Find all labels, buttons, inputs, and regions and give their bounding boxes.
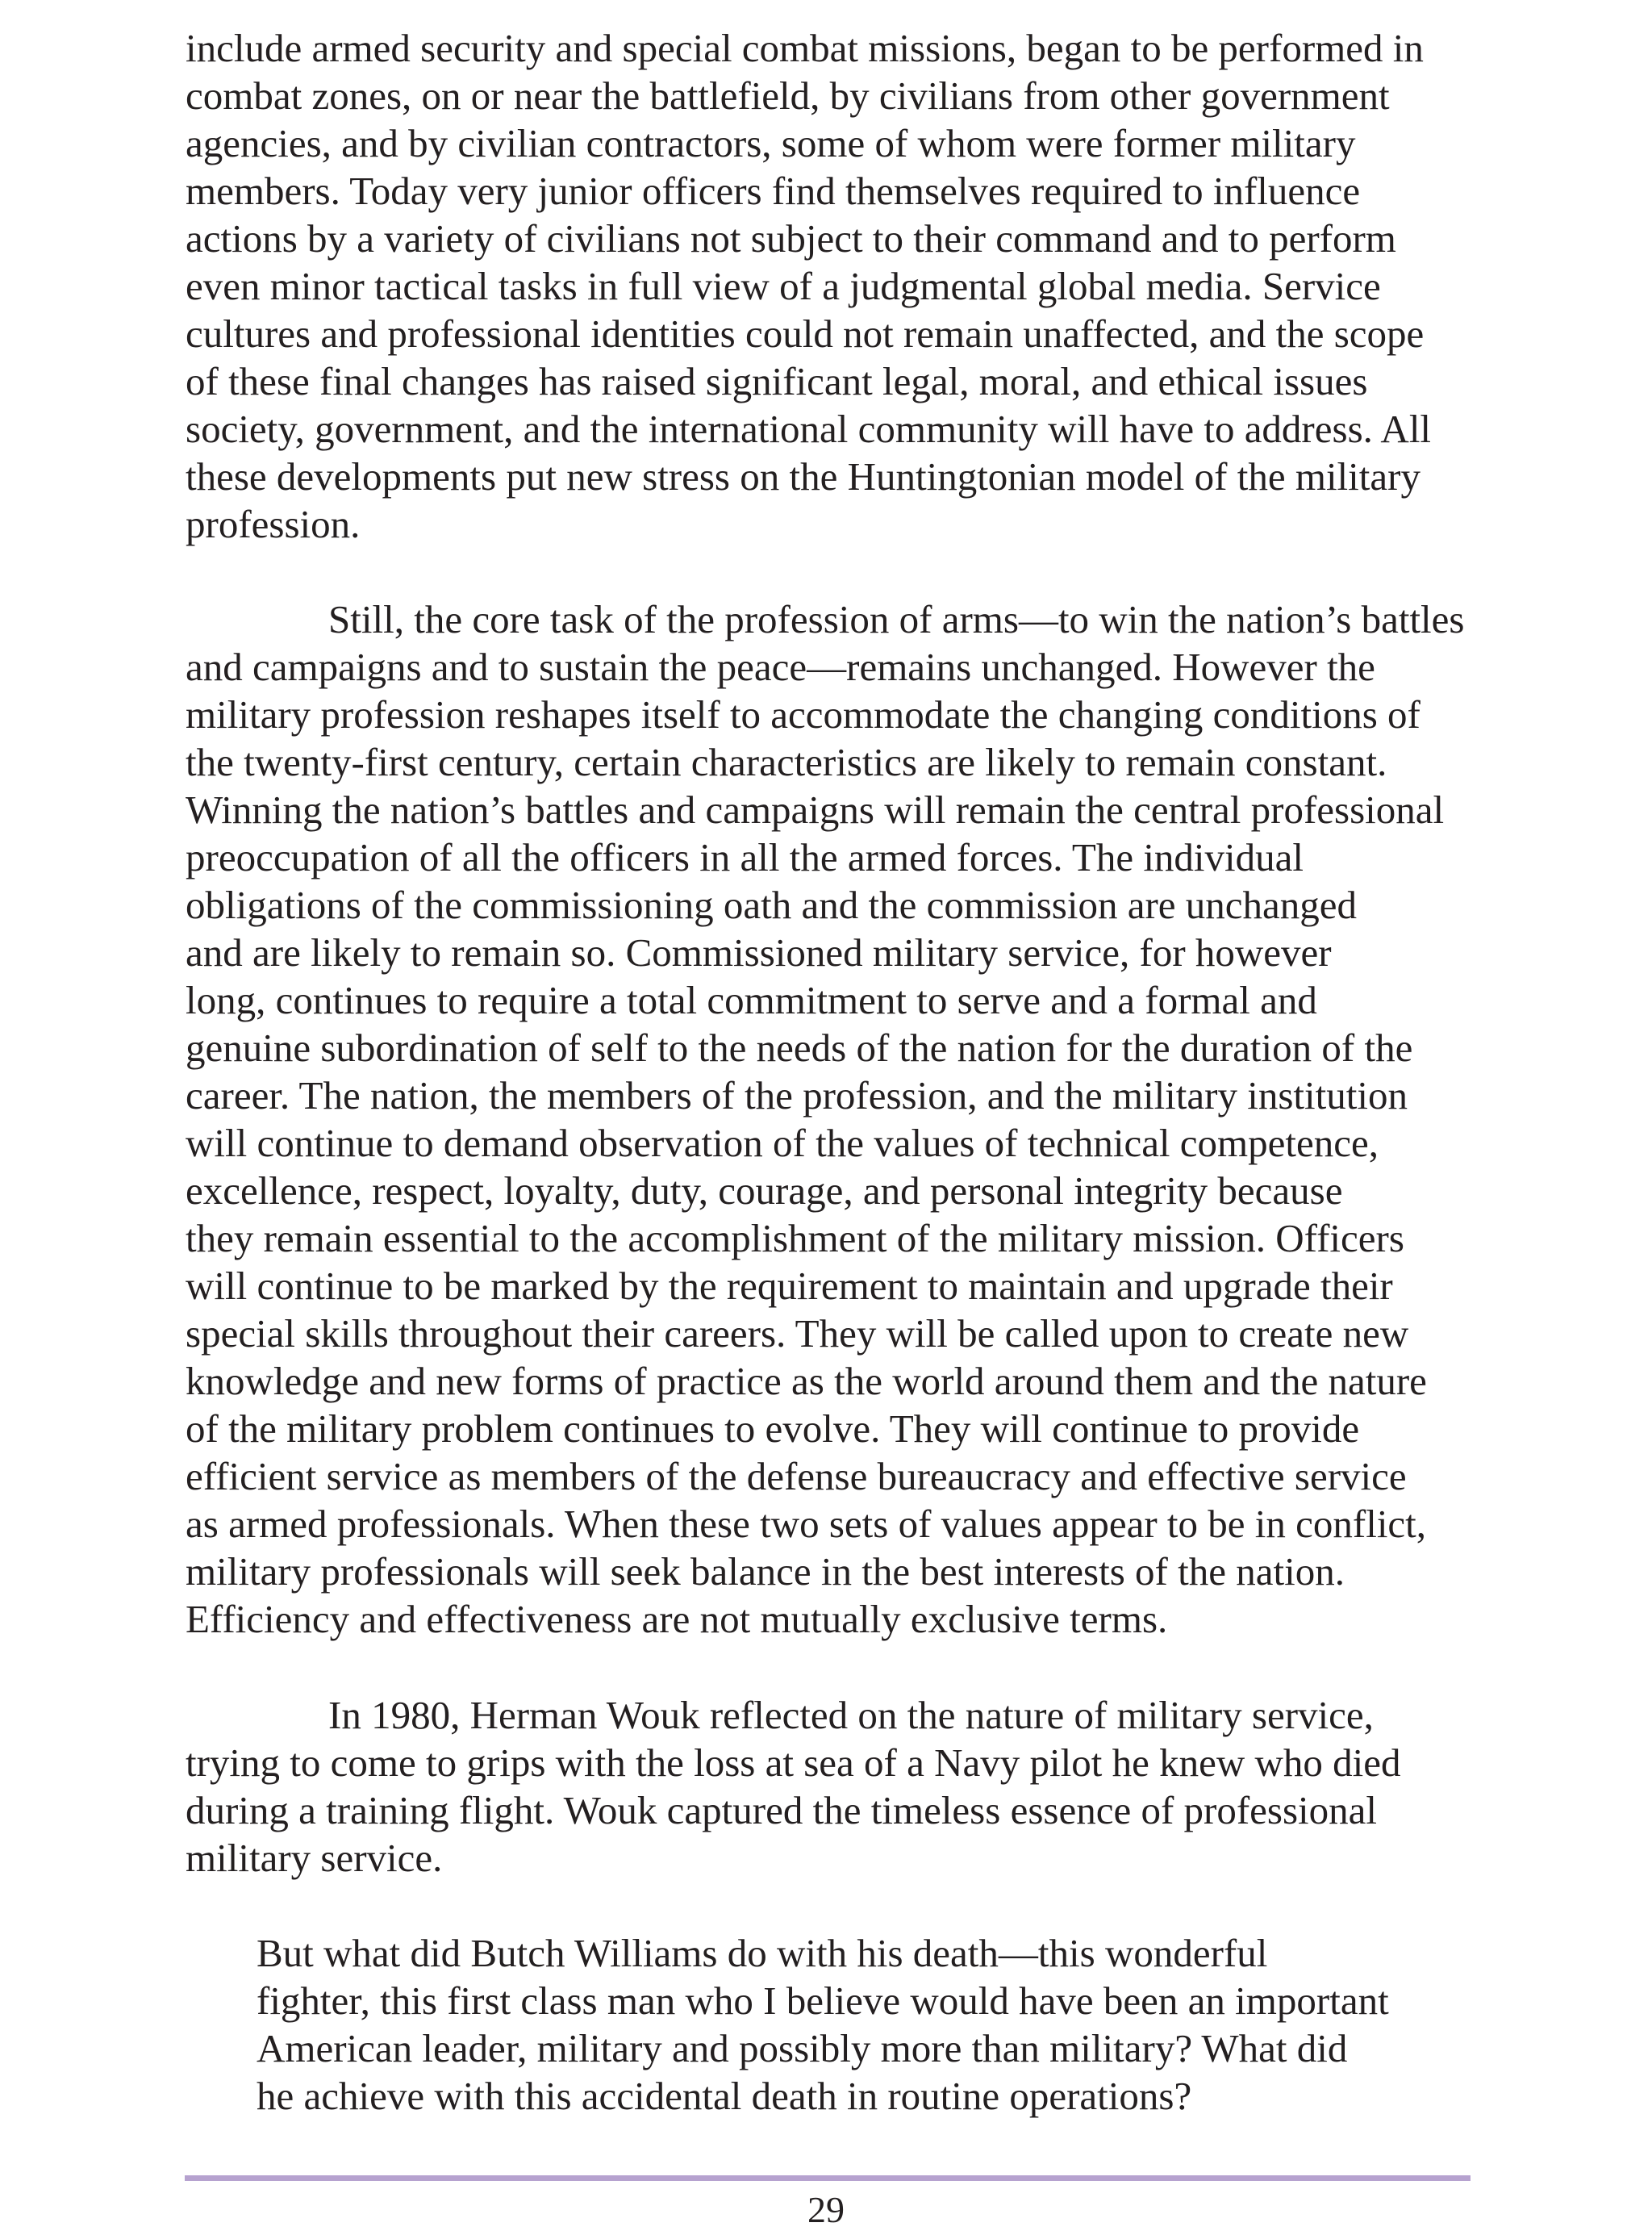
- quote-line: fighter, this first class man who I believe would have been an important: [257, 1978, 1389, 2023]
- text-line: military professionals will seek balance in the best interests of the nation.: [186, 1549, 1345, 1594]
- body-paragraph-1: [186, 24, 1431, 548]
- text-line: Winning the nation’s battles and campaigns will remain the central professional: [186, 788, 1445, 832]
- text-line: the twenty-first century, certain characteristics are likely to remain constant.: [186, 740, 1387, 784]
- text-line: special skills throughout their careers. They will be called upon to create new: [186, 1311, 1409, 1356]
- text-line: will continue to demand observation of the values of technical competence,: [186, 1121, 1379, 1165]
- text-line: agencies, and by civilian contractors, some of whom were former military: [186, 121, 1356, 165]
- text-line: long, continues to require a total commitment to serve and a formal and: [186, 978, 1317, 1022]
- text-line: and are likely to remain so. Commissioned military service, for however: [186, 930, 1332, 975]
- page-number: 29: [807, 2189, 845, 2230]
- text-line: cultures and professional identities could not remain unaffected, and the scope: [186, 311, 1425, 356]
- footer-divider: [185, 2175, 1471, 2181]
- text-line: of the military problem continues to evolve. They will continue to provide: [186, 1406, 1360, 1451]
- text-line: of these final changes has raised significant legal, moral, and ethical issues: [186, 359, 1368, 403]
- text-line: efficient service as members of the defense bureaucracy and effective service: [186, 1454, 1407, 1498]
- text-line-first: In 1980, Herman Wouk reflected on the nature of military service,: [328, 1693, 1374, 1737]
- text-line: trying to come to grips with the loss at sea of a Navy pilot he knew who died: [186, 1740, 1401, 1785]
- text-line: they remain essential to the accomplishment of the military mission. Officers: [186, 1216, 1404, 1260]
- text-line: career. The nation, the members of the profession, and the military institution: [186, 1073, 1408, 1118]
- text-line: these developments put new stress on the Huntingtonian model of the military: [186, 454, 1420, 499]
- text-line: even minor tactical tasks in full view of a judgmental global media. Service: [186, 264, 1381, 308]
- text-line: genuine subordination of self to the needs of the nation for the duration of the: [186, 1026, 1413, 1070]
- text-line: Efficiency and effectiveness are not mutually exclusive terms.: [186, 1597, 1168, 1641]
- text-line: will continue to be marked by the requirement to maintain and upgrade their: [186, 1264, 1393, 1308]
- text-line: during a training flight. Wouk captured the timeless essence of professional: [186, 1788, 1378, 1832]
- text-line: military profession reshapes itself to accommodate the changing conditions of: [186, 692, 1420, 737]
- text-line: actions by a variety of civilians not subject to their command and to perform: [186, 216, 1396, 261]
- text-line: and campaigns and to sustain the peace—remains unchanged. However the: [186, 645, 1375, 689]
- body-paragraph-3: [186, 1691, 1400, 1882]
- text-line: members. Today very junior officers find themselves required to influence: [186, 169, 1361, 213]
- text-line: combat zones, on or near the battlefield, by civilians from other government: [186, 73, 1390, 118]
- text-line: excellence, respect, loyalty, duty, courage, and personal integrity because: [186, 1168, 1343, 1213]
- text-line: as armed professionals. When these two sets of values appear to be in conflict,: [186, 1502, 1427, 1546]
- text-line: military service.: [186, 1836, 443, 1880]
- quote-line: But what did Butch Williams do with his death—this wonderful: [257, 1931, 1268, 1975]
- text-line: society, government, and the international community will have to address. All: [186, 407, 1432, 451]
- text-line: knowledge and new forms of practice as the world around them and the nature: [186, 1359, 1427, 1403]
- text-line: preoccupation of all the officers in all the armed forces. The individual: [186, 835, 1304, 879]
- text-line: obligations of the commissioning oath and the commission are unchanged: [186, 883, 1358, 927]
- text-line: profession.: [186, 502, 361, 546]
- text-line: include armed security and special combat missions, began to be performed in: [186, 26, 1424, 70]
- text-line-first: Still, the core task of the profession of arms—to win the nation’s battles: [328, 597, 1465, 641]
- quote-line: American leader, military and possibly more than military? What did: [257, 2026, 1348, 2070]
- quote-line: he achieve with this accidental death in routine operations?: [257, 2074, 1192, 2118]
- block-quote: [257, 1929, 1389, 2120]
- body-paragraph-2: [186, 595, 1465, 1643]
